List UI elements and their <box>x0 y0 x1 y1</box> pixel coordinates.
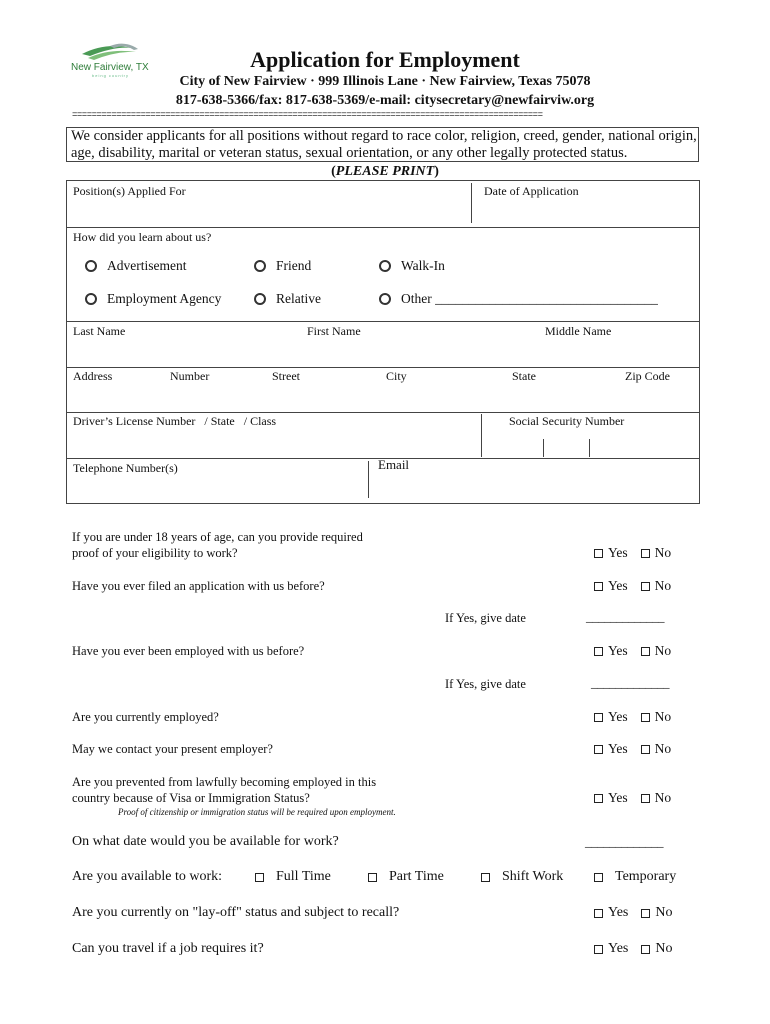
row-divider <box>67 367 699 368</box>
checkbox-icon[interactable] <box>481 873 490 882</box>
available-date-blank[interactable]: _____________ <box>585 834 663 849</box>
checkbox-icon[interactable] <box>641 794 650 803</box>
checkbox-icon[interactable] <box>641 647 650 656</box>
checkbox-icon[interactable] <box>641 745 650 754</box>
checkbox-icon[interactable] <box>255 873 264 882</box>
radio-icon[interactable] <box>379 260 391 272</box>
option-relative[interactable]: Relative <box>254 291 321 307</box>
question-available-date: On what date would you be available for work? <box>72 834 339 849</box>
question-contact-employer: May we contact your present employer? <box>72 742 273 756</box>
question-currently-employed: Are you currently employed? <box>72 710 219 724</box>
city-label: City <box>386 369 407 383</box>
employed-before-date-label: If Yes, give date <box>445 677 526 691</box>
address-label: Address <box>73 369 113 383</box>
option-walk-in[interactable]: Walk-In <box>379 258 445 274</box>
checkbox-icon[interactable] <box>641 909 650 918</box>
question-layoff: Are you currently on "lay-off" status and subject to recall? <box>72 905 400 920</box>
date-of-application-label: Date of Application <box>484 184 579 198</box>
ssn-label: Social Security Number <box>509 414 625 428</box>
row-divider <box>67 412 699 413</box>
radio-icon[interactable] <box>254 293 266 305</box>
option-full-time[interactable]: Full Time <box>255 869 331 885</box>
other-blank[interactable]: _________________________________ <box>435 291 658 306</box>
checkbox-icon[interactable] <box>641 582 650 591</box>
employed-before-date-blank[interactable]: _____________ <box>591 675 669 690</box>
travel-yes-no[interactable]: Yes No <box>594 941 673 957</box>
proof-note: Proof of citizenship or immigration status will be required upon employment. <box>118 807 396 817</box>
number-label: Number <box>170 369 210 383</box>
employed-before-yes-no[interactable]: Yes No <box>594 643 671 659</box>
equal-opportunity-statement: We consider applicants for all positions without regard to race color, religion, creed, gender, national origin, age, disability, marital or veteran status, sexual orientation, or any other legally protected status. <box>66 127 699 162</box>
question-prevented: Are you prevented from lawfully becoming employed in this country because of Visa or Immigration Status? <box>72 775 377 805</box>
header-address: City of New Fairview · 999 Illinois Lane · New Fairview, Texas 75078 <box>179 74 591 89</box>
row-divider <box>67 321 699 322</box>
checkbox-icon[interactable] <box>641 713 650 722</box>
radio-icon[interactable] <box>85 293 97 305</box>
header-contact: 817-638-5366/fax: 817-638-5369/e-mail: citysecretary@newfairviw.org <box>175 93 595 108</box>
checkbox-icon[interactable] <box>594 945 603 954</box>
logo-tagline: being country <box>92 73 130 78</box>
column-divider <box>481 414 482 457</box>
page-title: Application for Employment <box>250 47 520 72</box>
column-divider <box>471 183 472 223</box>
under-18-yes-no[interactable]: Yes No <box>594 545 671 561</box>
filed-before-date-label: If Yes, give date <box>445 611 526 625</box>
email-label: Email <box>378 457 410 472</box>
contact-employer-yes-no[interactable]: Yes No <box>594 741 671 757</box>
checkbox-icon[interactable] <box>368 873 377 882</box>
checkbox-icon[interactable] <box>594 873 603 882</box>
option-shift-work[interactable]: Shift Work <box>481 869 563 885</box>
option-friend[interactable]: Friend <box>254 258 311 274</box>
radio-icon[interactable] <box>379 293 391 305</box>
telephone-label: Telephone Number(s) <box>73 461 178 475</box>
ssn-divider <box>589 439 590 457</box>
checkbox-icon[interactable] <box>594 549 603 558</box>
street-label: Street <box>272 369 300 383</box>
question-under-18: If you are under 18 years of age, can you provide required proof of your eligibility to work? <box>72 530 363 560</box>
option-temporary[interactable]: Temporary <box>594 869 676 885</box>
state-label: State <box>512 369 536 383</box>
option-part-time[interactable]: Part Time <box>368 869 444 885</box>
checkbox-icon[interactable] <box>594 647 603 656</box>
logo-name: New Fairview, TX <box>71 62 149 73</box>
question-available-to-work: Are you available to work: <box>72 869 223 884</box>
ssn-divider <box>543 439 544 457</box>
radio-icon[interactable] <box>85 260 97 272</box>
zip-code-label: Zip Code <box>625 369 670 383</box>
middle-name-label: Middle Name <box>545 324 612 338</box>
question-travel: Can you travel if a job requires it? <box>72 941 264 956</box>
header-divider: ================================================================================================ <box>72 110 543 120</box>
option-other[interactable]: Other _________________________________ <box>379 291 658 307</box>
row-divider <box>67 227 699 228</box>
radio-icon[interactable] <box>254 260 266 272</box>
last-name-label: Last Name <box>73 324 126 338</box>
checkbox-icon[interactable] <box>594 909 603 918</box>
option-advertisement[interactable]: Advertisement <box>85 258 186 274</box>
checkbox-icon[interactable] <box>641 549 650 558</box>
learn-about-us-label: How did you learn about us? <box>73 230 212 244</box>
filed-before-date-blank[interactable]: _____________ <box>586 609 664 624</box>
checkbox-icon[interactable] <box>641 945 650 954</box>
prevented-yes-no[interactable]: Yes No <box>594 790 671 806</box>
position-label: Position(s) Applied For <box>73 184 186 198</box>
please-print-note: (PLEASE PRINT) <box>331 164 439 179</box>
checkbox-icon[interactable] <box>594 582 603 591</box>
question-filed-before: Have you ever filed an application with us before? <box>72 579 325 593</box>
column-divider <box>368 461 369 498</box>
layoff-yes-no[interactable]: Yes No <box>594 905 673 921</box>
option-employment-agency[interactable]: Employment Agency <box>85 291 221 307</box>
question-employed-before: Have you ever been employed with us before? <box>72 644 305 658</box>
drivers-license-label: Driver’s License Number / State / Class <box>73 414 277 428</box>
first-name-label: First Name <box>307 324 361 338</box>
checkbox-icon[interactable] <box>594 713 603 722</box>
checkbox-icon[interactable] <box>594 745 603 754</box>
applicant-info-form <box>66 180 700 504</box>
filed-before-yes-no[interactable]: Yes No <box>594 578 671 594</box>
currently-employed-yes-no[interactable]: Yes No <box>594 709 671 725</box>
checkbox-icon[interactable] <box>594 794 603 803</box>
